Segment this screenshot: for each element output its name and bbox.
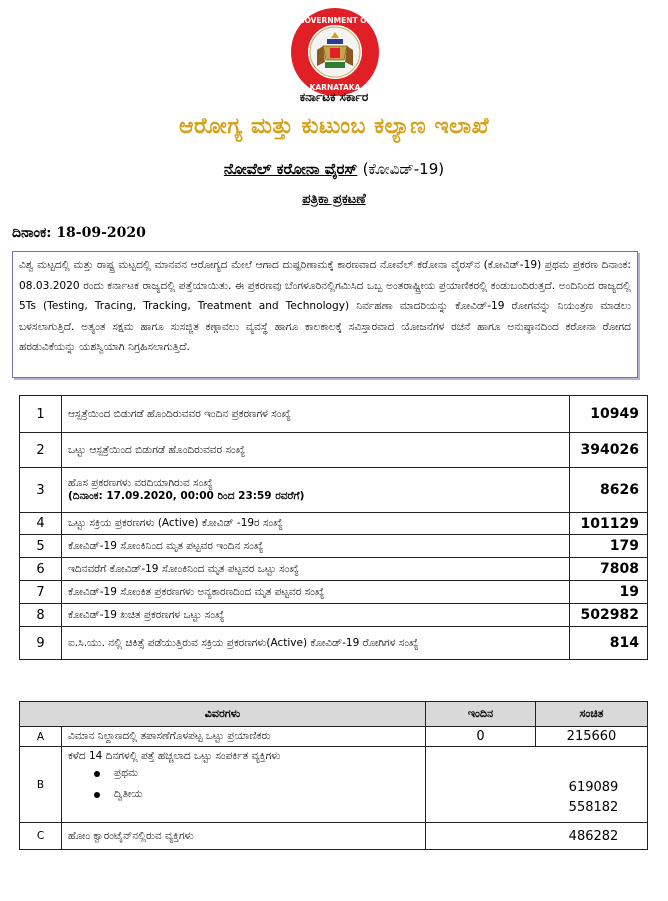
subject-main: ನೋವೆಲ್ ಕರೋನಾ ವೈರಸ್: [223, 160, 358, 178]
row-label: ಕೋವಿಡ್-19 ಖಚಿತ ಪ್ರಕರಣಗಳ ಒಟ್ಟು ಸಂಖ್ಯೆ: [62, 604, 570, 627]
row-number: 1: [20, 396, 62, 433]
primary-contacts-label: ಪ್ರಥಮ: [114, 767, 138, 779]
row-value: 7808: [570, 558, 648, 581]
row-value: 179: [570, 535, 648, 558]
secondary-contacts-item: [68, 784, 419, 805]
stats-row: [20, 581, 648, 604]
stats-row: [20, 468, 648, 513]
row-b-values: [426, 747, 648, 823]
details-table: [19, 701, 648, 850]
row-value: 101129: [570, 513, 648, 535]
row-number: 6: [20, 558, 62, 581]
row-label: ಕಳೆದ 14 ದಿನಗಳಲ್ಲಿ ಪತ್ತೆ ಹಚ್ಚಲಾದ ಒಟ್ಟು ಸಂಪರ್ಕಿತ ವ್ಯಕ್ತಿಗಳು: [68, 750, 281, 762]
bullet-icon: [94, 792, 100, 798]
primary-contacts-item: [68, 763, 419, 784]
svg-text:KARNATAKA: KARNATAKA: [309, 83, 361, 92]
row-value: 8626: [570, 468, 648, 513]
header-cumulative: ಸಂಚಿತ: [536, 702, 648, 727]
department-title: ಆರೋಗ್ಯ ಮತ್ತು ಕುಟುಂಬ ಕಲ್ಯಾಣ ಇಲಾಖೆ: [178, 114, 490, 139]
release-date: ದಿನಾಂಕ: 18-09-2020: [12, 225, 146, 241]
primary-contacts-value: 619089: [568, 780, 619, 795]
header-details: ವಿವರಗಳು: [20, 702, 426, 727]
details-header-row: [20, 702, 648, 727]
row-cumulative: 486282: [426, 823, 648, 850]
row-label: ಐ.ಸಿ.ಯು. ನಲ್ಲಿ ಚಿಕಿತ್ಸೆ ಪಡೆಯುತ್ತಿರುವ ಸಕ್ರಿಯ ಪ್ರಕರಣಗಳು(Active) ಕೋವಿಡ್-19 ರೋಗಿಗಳ ಸಂಖ್ಯೆ: [62, 627, 570, 660]
row-label: ಹೊಸ ಪ್ರಕರಣಗಳು ವರದಿಯಾಗಿರುವ ಸಂಖ್ಯೆ: [68, 477, 213, 489]
details-row-a: [20, 727, 648, 747]
stats-row: [20, 513, 648, 535]
row-value: 19: [570, 581, 648, 604]
row-label-cell: [62, 468, 570, 513]
subject-paren: (ಕೋವಿಡ್-19): [362, 160, 445, 178]
details-row-b: [20, 747, 648, 823]
row-label: ಇದಿನವರೆಗೆ ಕೋವಿಡ್-19 ಸೋಂಕಿನಿಂದ ಮೃತ ಪಟ್ಟವರ ಒಟ್ಟು ಸಂಖ್ಯೆ: [62, 558, 570, 581]
row-label: ಒಟ್ಟು ಸಕ್ರಿಯ ಪ್ರಕರಣಗಳು (Active) ಕೋವಿಡ್ -19ರ ಸಂಖ್ಯೆ: [62, 513, 570, 535]
row-number: 4: [20, 513, 62, 535]
stats-row: [20, 535, 648, 558]
row-number: 7: [20, 581, 62, 604]
stats-row: [20, 396, 648, 433]
stats-row: [20, 627, 648, 660]
row-number: 9: [20, 627, 62, 660]
row-value: 394026: [570, 433, 648, 468]
bullet-icon: [94, 771, 100, 777]
secondary-contacts-label: ದ್ವಿತೀಯ: [114, 788, 143, 800]
row-today: 0: [426, 727, 536, 747]
row-number: 2: [20, 433, 62, 468]
row-sublabel: (ದಿನಾಂಕ: 17.09.2020, 00:00 ರಿಂದ 23:59 ರವರೆಗೆ): [68, 490, 305, 502]
row-value: 10949: [570, 396, 648, 433]
row-id: C: [20, 823, 62, 850]
row-value: 502982: [570, 604, 648, 627]
covid-stats-table: [19, 395, 648, 660]
svg-text:GOVERNMENT OF: GOVERNMENT OF: [298, 16, 372, 25]
row-value: 814: [570, 627, 648, 660]
stats-row: [20, 433, 648, 468]
row-label-cell: [62, 747, 426, 823]
row-cumulative: 215660: [536, 727, 648, 747]
row-number: 3: [20, 468, 62, 513]
intro-paragraph: ವಿಶ್ವ ಮಟ್ಟದಲ್ಲಿ ಮತ್ತು ರಾಷ್ಟ್ರ ಮಟ್ಟದಲ್ಲಿ ಮಾನವನ ಆರೋಗ್ಯದ ಮೇಲೆ ಆಗಾದ ದುಷ್ಪರಿಣಾಮಕ್ಕೆ ಕಾರಣವಾದ ನೋವೆಲ್ ಕರೋನಾ ವೈರಸ್‌ನ (ಕೋವಿಡ್-19) ಪ್ರಥಮ ಪ್ರಕರಣ ದಿನಾಂಕ: 08.03.2020 ರಂದು ಕರ್ನಾಟಕ ರಾಜ್ಯದಲ್ಲಿ ಪತ್ತೆಯಾಯಿತು. ಈ ಪ್ರಕರಣವು ಬೆಂಗಳೂರಿನಲ್ಲಿಗಮಿಸಿದ ಒಬ್ಬ ಅಂತರಾಷ್ಟ್ರೀಯ ಪ್ರಯಾಣಿಕರಲ್ಲಿ ಕಂಡುಬಂದಿರುತ್ತದೆ. ಅಂದಿನಿಂದ ರಾಜ್ಯದಲ್ಲಿ 5Ts (Testing, Tracing, Tracking, Treatment and Technology) ನಿರ್ವಹಣಾ ಮಾದರಿಯನ್ನು ಕೋವಿಡ್-19 ರೋಗವನ್ನು ನಿಯಂತ್ರಣ ಮಾಡಲು ಬಳಸಲಾಗುತ್ತಿದೆ. ಅತ್ಯಂತ ಸಕ್ಷಮ ಹಾಗೂ ಸುಸಜ್ಜಿತ ಕಣ್ಗಾವಲು ವ್ಯವಸ್ಥೆ ಹಾಗೂ ಕಾಲಕಾಲಕ್ಕೆ ಸವಿಸ್ತಾರವಾದ ಯೋಜನೆಗಳ ರಚನೆ ಹಾಗೂ ಅನುಷ್ಠಾನದಿಂದ ಕರೋನಾ ರೋಗದ ಹರಡುವಿಕೆಯನ್ನು ಯಶಸ್ವಿಯಾಗಿ ನಿಗ್ರಹಿಸಲಾಗುತ್ತಿದೆ.: [19, 259, 631, 354]
row-label: ಒಟ್ಟು ಆಸ್ಪತ್ರೆಯಿಂದ ಬಿಡುಗಡೆ ಹೊಂದಿರುವವರ ಸಂಖ್ಯೆ: [62, 433, 570, 468]
subject-heading: [0, 160, 668, 178]
details-row-c: [20, 823, 648, 850]
secondary-contacts-value: 558182: [568, 800, 619, 815]
press-release-heading: ಪತ್ರಿಕಾ ಪ್ರಕಟಣೆ: [302, 192, 366, 207]
header-today: ಇಂದಿನ: [426, 702, 536, 727]
row-label: ವಿಮಾನ ನಿಲ್ದಾಣದಲ್ಲಿ ತಪಾಸಣೆಗೊಳಪಟ್ಟ ಒಟ್ಟು ಪ್ರಯಾಣಿಕರು: [62, 727, 426, 747]
row-label: ಕೋವಿಡ್-19 ಸೋಂಕಿನಿಂದ ಮೃತ ಪಟ್ಟವರ ಇಂದಿನ ಸಂಖ್ಯೆ: [62, 535, 570, 558]
intro-paragraph-box: [12, 251, 638, 378]
karnataka-government-seal: [289, 6, 381, 98]
row-id: A: [20, 727, 62, 747]
row-id: B: [20, 747, 62, 823]
government-name: ಕರ್ನಾಟಕ ಸರ್ಕಾರ: [299, 90, 369, 104]
row-label: ಕೋವಿಡ್-19 ಸೋಂಕಿತ ಪ್ರಕರಣಗಳು ಅನ್ಯಕಾರಣದಿಂದ ಮೃತ ಪಟ್ಟವರ ಸಂಖ್ಯೆ: [62, 581, 570, 604]
row-label: ಆಸ್ಪತ್ರೆಯಿಂದ ಬಿಡುಗಡೆ ಹೊಂದಿರುವವರ ಇಂದಿನ ಪ್ರಕರಣಗಳ ಸಂಖ್ಯೆ: [62, 396, 570, 433]
row-label: ಹೋಂ ಕ್ವಾರಂಟೈನ್‌ನಲ್ಲಿರುವ ವ್ಯಕ್ತಿಗಳು: [62, 823, 426, 850]
stats-row: [20, 558, 648, 581]
stats-row: [20, 604, 648, 627]
row-number: 8: [20, 604, 62, 627]
row-number: 5: [20, 535, 62, 558]
